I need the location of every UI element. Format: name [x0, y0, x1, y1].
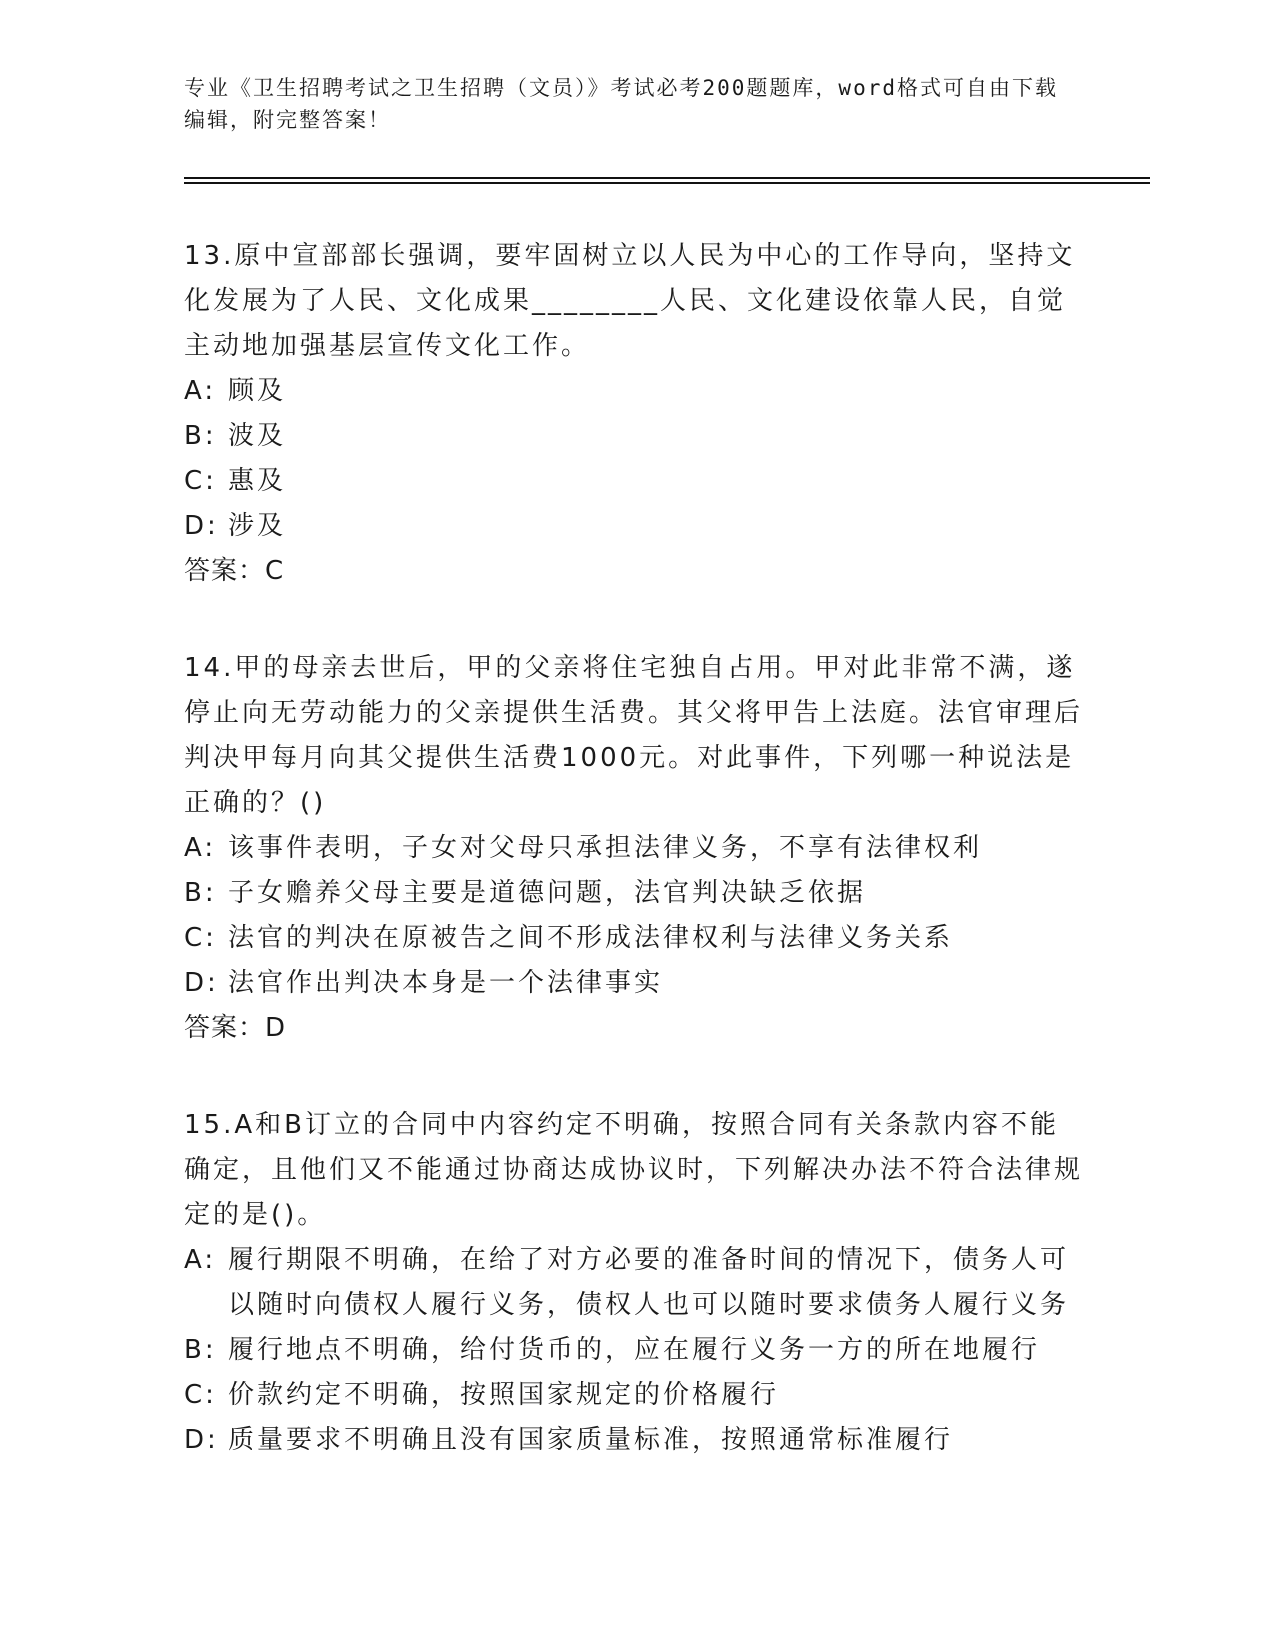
option-letter: B:: [184, 421, 217, 451]
option-b: [184, 871, 1084, 916]
answer-line: 答案：C: [184, 556, 285, 586]
question-list: [184, 234, 1084, 1515]
option-text: 法官的判决在原被告之间不形成法律权利与法律义务关系: [228, 923, 954, 953]
option-letter: D:: [184, 511, 219, 541]
option-a: [184, 1238, 1084, 1328]
option-b: [184, 1328, 1084, 1373]
option-text: 惠及: [228, 466, 287, 496]
header-divider-top: [184, 177, 1150, 179]
option-text: 顾及: [228, 376, 287, 406]
option-d: [184, 961, 1084, 1006]
header-divider-bottom: [184, 182, 1150, 184]
option-text: 法官作出判决本身是一个法律事实: [228, 968, 664, 998]
option-letter: C:: [184, 1380, 217, 1410]
question-text: 14.甲的母亲去世后，甲的父亲将住宅独自占用。甲对此非常不满，遂停止向无劳动能力的父亲提供生活费。其父将甲告上法庭。法官审理后判决甲每月向其父提供生活费1000元。对此事件，下列哪一种说法是正确的？(): [184, 653, 1084, 818]
option-d: [184, 1418, 1084, 1463]
document-header: 专业《卫生招聘考试之卫生招聘（文员）》考试必考200题题库，word格式可自由下载编辑，附完整答案！: [184, 76, 1058, 132]
option-c: [184, 916, 1084, 961]
option-letter: C:: [184, 923, 217, 953]
option-a: [184, 369, 1084, 414]
option-text: 子女赡养父母主要是道德问题，法官判决缺乏依据: [228, 878, 867, 908]
question-14: [184, 646, 1084, 1051]
option-letter: C:: [184, 466, 217, 496]
option-letter: A:: [184, 1245, 217, 1275]
question-15: [184, 1103, 1084, 1463]
option-letter: B:: [184, 1335, 217, 1365]
option-a: [184, 826, 1084, 871]
option-d: [184, 504, 1084, 549]
option-text: 该事件表明，子女对父母只承担法律义务，不享有法律权利: [228, 833, 983, 863]
question-text: 13.原中宣部部长强调，要牢固树立以人民为中心的工作导向，坚持文化发展为了人民、文化成果________人民、文化建设依靠人民，自觉主动地加强基层宣传文化工作。: [184, 241, 1076, 361]
option-letter: D:: [184, 1425, 219, 1455]
option-text: 波及: [228, 421, 287, 451]
option-c: [184, 1373, 1084, 1418]
option-text: 价款约定不明确，按照国家规定的价格履行: [228, 1380, 780, 1410]
option-letter: A:: [184, 833, 217, 863]
option-text: 质量要求不明确且没有国家质量标准，按照通常标准履行: [228, 1425, 954, 1455]
option-letter: D:: [184, 968, 219, 998]
option-text: 履行地点不明确，给付货币的，应在履行义务一方的所在地履行: [228, 1335, 1041, 1365]
answer-line: 答案：D: [184, 1013, 287, 1043]
option-letter: B:: [184, 878, 217, 908]
option-c: [184, 459, 1084, 504]
option-text: 涉及: [228, 511, 287, 541]
question-text: 15.A和B订立的合同中内容约定不明确，按照合同有关条款内容不能确定，且他们又不能通过协商达成协议时，下列解决办法不符合法律规定的是()。: [184, 1110, 1084, 1230]
option-text: 履行期限不明确，在给了对方必要的准备时间的情况下，债务人可以随时向债权人履行义务，债权人也可以随时要求债务人履行义务: [228, 1245, 1070, 1320]
option-b: [184, 414, 1084, 459]
option-letter: A:: [184, 376, 217, 406]
question-13: [184, 234, 1084, 594]
